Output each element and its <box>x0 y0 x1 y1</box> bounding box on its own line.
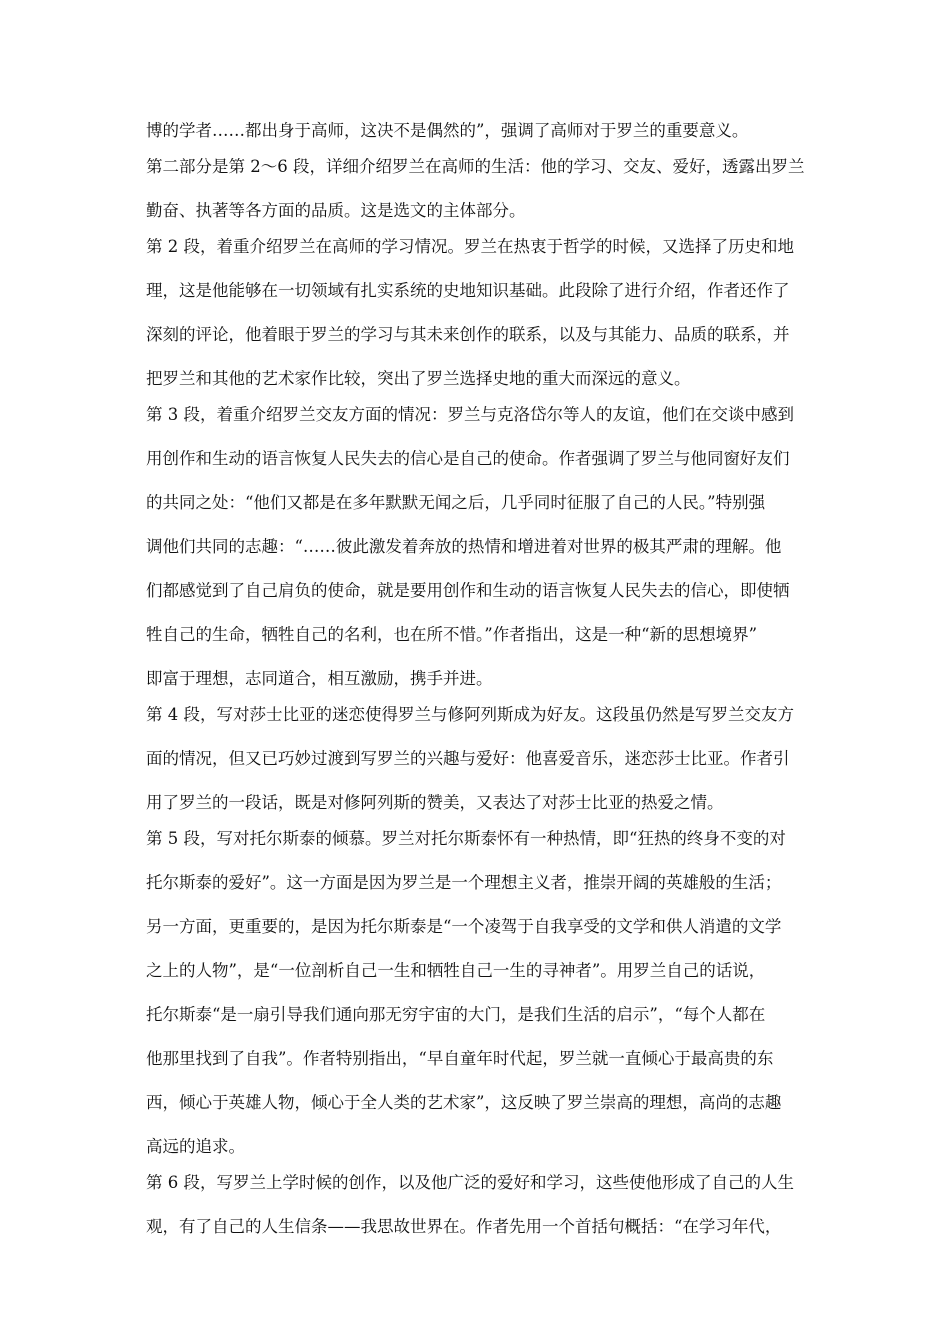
text-line: 他那里找到了自我”。作者特别指出，“早自童年时代起，罗兰就一直倾心于最高贵的东 <box>146 1049 774 1068</box>
text-line: 第 5 段，写对托尔斯泰的倾慕。罗兰对托尔斯泰怀有一种热情，即“狂热的终身不变的对 <box>146 829 786 848</box>
text-line: 深刻的评论，他着眼于罗兰的学习与其未来创作的联系，以及与其能力、品质的联系，并 <box>146 325 790 344</box>
text-line: 用创作和生动的语言恢复人民失去的信心是自己的使命。作者强调了罗兰与他同窗好友们 <box>146 449 790 468</box>
text-line: 牲自己的生命，牺牲自己的名利，也在所不惜。”作者指出，这是一种“新的思想境界” <box>146 625 758 644</box>
text-line: 面的情况，但又已巧妙过渡到写罗兰的兴趣与爱好：他喜爱音乐，迷恋莎士比亚。作者引 <box>146 749 790 768</box>
text-line: 第 3 段，着重介绍罗兰交友方面的情况：罗兰与克洛岱尔等人的友谊，他们在交谈中感到 <box>146 405 794 424</box>
text-line: 调他们共同的志趣：“……彼此激发着奔放的热情和增进着对世界的极其严肃的理解。他 <box>146 537 782 556</box>
text-line: 把罗兰和其他的艺术家作比较，突出了罗兰选择史地的重大而深远的意义。 <box>146 369 691 388</box>
text-line: 高远的追求。 <box>146 1137 245 1156</box>
text-line: 之上的人物”，是“一位剖析自己一生和牺牲自己一生的寻神者”。用罗兰自己的话说， <box>146 961 766 980</box>
text-line: 的共同之处：“他们又都是在多年默默无闻之后，几乎同时征服了自己的人民。”特别强 <box>146 493 766 512</box>
text-line: 另一方面，更重要的，是因为托尔斯泰是“一个凌驾于自我享受的文学和供人消遣的文学 <box>146 917 782 936</box>
text-line: 理，这是他能够在一切领域有扎实系统的史地知识基础。此段除了进行介绍，作者还作了 <box>146 281 790 300</box>
text-line: 第 2 段，着重介绍罗兰在高师的学习情况。罗兰在热衷于哲学的时候，又选择了历史和地 <box>146 237 794 256</box>
text-line: 即富于理想，志同道合，相互激励，携手并进。 <box>146 669 493 688</box>
text-line: 西，倾心于英雄人物，倾心于全人类的艺术家”，这反映了罗兰崇高的理想，高尚的志趣 <box>146 1093 782 1112</box>
text-line: 们都感觉到了自己肩负的使命，就是要用创作和生动的语言恢复人民失去的信心，即使牺 <box>146 581 790 600</box>
text-line: 第二部分是第 2～6 段，详细介绍罗兰在高师的生活：他的学习、交友、爱好，透露出罗兰 <box>146 157 805 176</box>
text-line: 第 6 段，写罗兰上学时候的创作，以及他广泛的爱好和学习，这些使他形成了自己的人生 <box>146 1173 794 1192</box>
text-line: 勤奋、执著等各方面的品质。这是选文的主体部分。 <box>146 201 526 220</box>
document-page <box>146 120 806 1238</box>
text-line: 用了罗兰的一段话，既是对修阿列斯的赞美，又表达了对莎士比亚的热爱之情。 <box>146 793 724 812</box>
text-line: 第 4 段，写对莎士比亚的迷恋使得罗兰与修阿列斯成为好友。这段虽仍然是写罗兰交友方 <box>146 705 794 724</box>
text-line: 观，有了自己的人生信条——我思故世界在。作者先用一个首括句概括：“在学习年代， <box>146 1217 782 1236</box>
text-line: 托尔斯泰“是一扇引导我们通向那无穷宇宙的大门，是我们生活的启示”，“每个人都在 <box>146 1005 766 1024</box>
text-line: 博的学者……都出身于高师，这决不是偶然的”，强调了高师对于罗兰的重要意义。 <box>146 121 749 140</box>
text-line: 托尔斯泰的爱好”。这一方面是因为罗兰是一个理想主义者，推崇开阔的英雄般的生活； <box>146 873 782 892</box>
